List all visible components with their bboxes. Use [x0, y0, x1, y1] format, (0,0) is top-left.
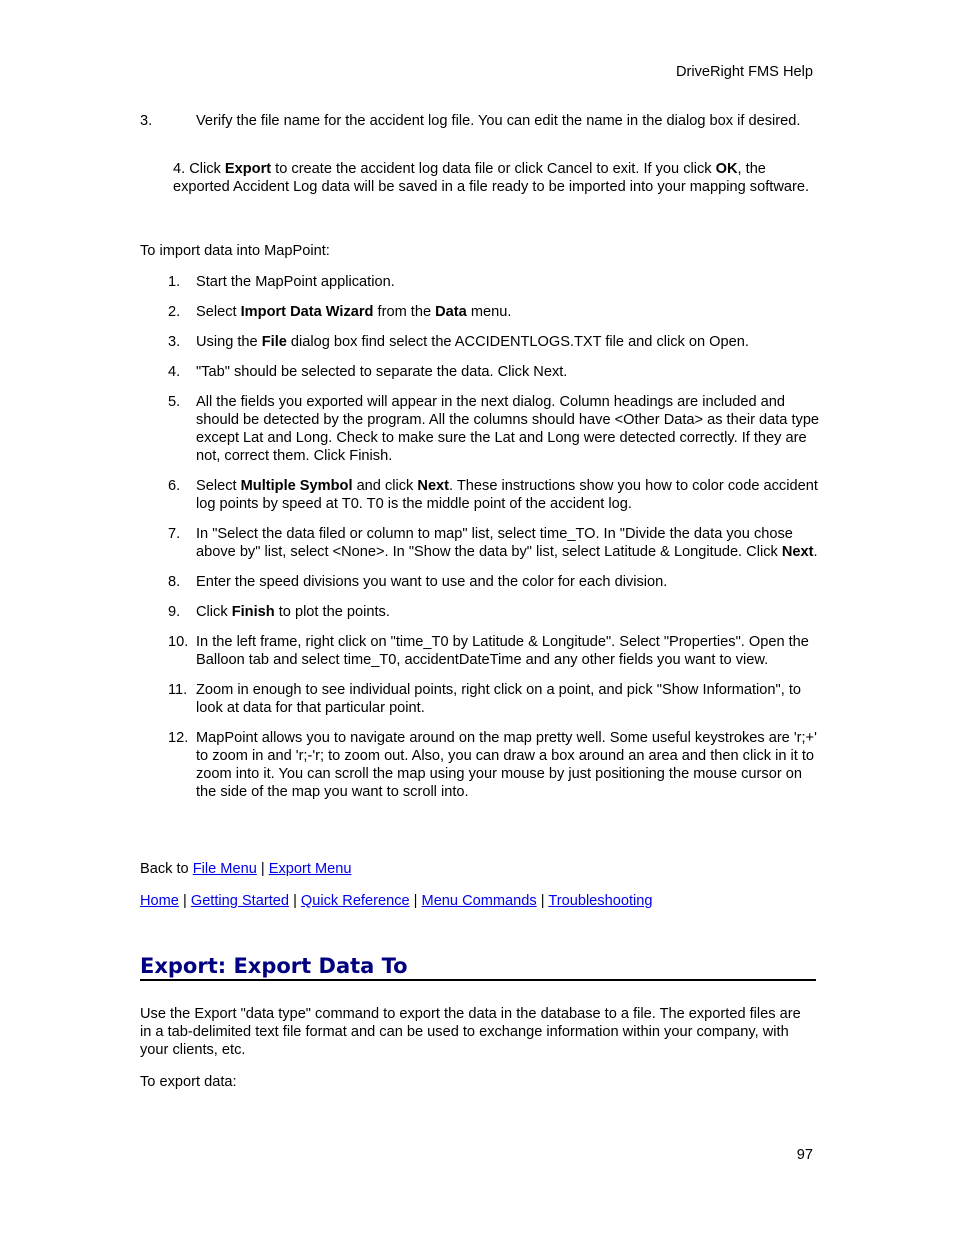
running-header: DriveRight FMS Help: [675, 64, 813, 80]
step-text: Select: [196, 478, 241, 494]
step-text: Select: [196, 304, 241, 320]
step-number: 1.: [168, 274, 181, 290]
import-step-item: [140, 525, 820, 561]
step-bold-term: Data: [435, 304, 467, 320]
menu-commands-link[interactable]: Menu Commands: [421, 893, 537, 909]
nav-separator: |: [178, 893, 191, 909]
import-step-item: [140, 603, 820, 621]
step-4-export-bold: Export: [224, 161, 272, 177]
import-steps-list: [140, 273, 820, 813]
step-number: 3.: [168, 334, 181, 350]
step-text: from the: [373, 304, 436, 320]
nav-separator: |: [536, 893, 549, 909]
step-text: . These instructions show you how to color code accident log points by speed at T0. T0 is the middle point of the accident log.: [196, 478, 818, 512]
import-step-item: [140, 477, 820, 513]
step-text: to plot the points.: [274, 604, 390, 620]
step-text: dialog box find select the ACCIDENTLOGS.TXT file and click on Open.: [286, 334, 749, 350]
step-number: 5.: [168, 394, 181, 410]
import-intro: To import data into MapPoint:: [140, 243, 330, 259]
step-text: menu.: [466, 304, 512, 320]
getting-started-link[interactable]: Getting Started: [190, 893, 290, 909]
step-text: Enter the speed divisions you want to use and the color for each division.: [196, 574, 668, 590]
section-heading: Export: Export Data To: [140, 953, 816, 981]
step-bold-term: Next: [781, 544, 814, 560]
step-number: 2.: [168, 304, 181, 320]
import-step-item: [140, 273, 820, 291]
step-text: Start the MapPoint application.: [196, 274, 395, 290]
back-to-line: [140, 860, 351, 878]
import-step-item: [140, 633, 820, 669]
nav-links-line: [140, 892, 652, 910]
step-number: 10.: [168, 634, 189, 650]
step-bold-term: File: [261, 334, 287, 350]
step-bold-term: Import Data Wizard: [240, 304, 374, 320]
step-number: 12.: [168, 730, 189, 746]
step-text: .: [813, 544, 818, 560]
step-text: All the fields you exported will appear in the next dialog. Column headings are included and should be detected by the program. All the columns should have <Other Data> as their data type except Lat and Long. Check to make sure the Lat and Long were detected correctly. If they are not, correct them. Click Finish.: [196, 394, 820, 464]
home-link[interactable]: Home: [140, 893, 179, 909]
step-4-suffix: , the exported Accident Log data will be saved in a file ready to be imported into your mapping software.: [173, 161, 810, 195]
export-menu-link[interactable]: Export Menu: [268, 861, 352, 877]
export-intro: To export data:: [140, 1074, 237, 1090]
import-step-item: [140, 393, 820, 465]
step-4-paragraph: [173, 160, 823, 196]
step-4-prefix: 4. Click: [173, 161, 225, 177]
import-step-item: [140, 333, 820, 351]
step-number: 4.: [168, 364, 181, 380]
nav-separator: |: [409, 893, 422, 909]
step-3-paragraph: [140, 112, 815, 130]
step-text: In the left frame, right click on "time_T0 by Latitude & Longitude". Select "Properties". Open the Balloon tab and select time_T0, accidentDateTime and any other fields you want to view.: [196, 634, 809, 668]
step-bold-term: Finish: [231, 604, 275, 620]
step-text: "Tab" should be selected to separate the data. Click Next.: [196, 364, 568, 380]
import-step-item: [140, 573, 820, 591]
nav-separator: |: [289, 893, 301, 909]
import-step-item: [140, 729, 820, 801]
step-text: In "Select the data filed or column to map" list, select time_TO. In "Divide the data you chose above by" list, select <None>. In "Show the data by" list, select Latitude & Longitude. Click: [196, 526, 793, 560]
step-number: 11.: [168, 682, 188, 698]
step-bold-term: Multiple Symbol: [240, 478, 353, 494]
step-text: Using the: [196, 334, 262, 350]
step-text: Zoom in enough to see individual points, right click on a point, and pick "Show Information", to look at data for that particular point.: [196, 682, 801, 716]
step-number: 7.: [168, 526, 181, 542]
page-number: 97: [796, 1147, 813, 1163]
step-bold-term: Next: [417, 478, 450, 494]
step-number: 8.: [168, 574, 181, 590]
section-description: Use the Export "data type" command to export the data in the database to a file. The exported files are in a tab-delimited text file format and can be used to exchange information within your company, with your clients, etc.: [140, 1006, 801, 1058]
step-number: 9.: [168, 604, 181, 620]
back-to-separator: |: [256, 861, 269, 877]
troubleshooting-link[interactable]: Troubleshooting: [548, 893, 653, 909]
step-3-number: 3.: [140, 113, 153, 129]
step-3-text: Verify the file name for the accident log file. You can edit the name in the dialog box if desired.: [196, 113, 801, 129]
step-4-mid: to create the accident log data file or click Cancel to exit. If you click: [271, 161, 716, 177]
step-4-ok-bold: OK: [715, 161, 738, 177]
import-step-item: [140, 303, 820, 321]
step-number: 6.: [168, 478, 181, 494]
quick-reference-link[interactable]: Quick Reference: [300, 893, 410, 909]
step-text: and click: [352, 478, 418, 494]
step-text: Click: [196, 604, 232, 620]
file-menu-link[interactable]: File Menu: [192, 861, 257, 877]
import-step-item: [140, 363, 820, 381]
step-text: MapPoint allows you to navigate around on the map pretty well. Some useful keystrokes are 'r;+' to zoom in and 'r;-'r; to zoom out. Also, you can draw a box around an area and then click in it to zoom into it. You can scroll the map using your mouse by just positioning the mouse cursor on the side of the map you want to scroll into.: [196, 730, 817, 800]
import-step-item: [140, 681, 820, 717]
back-to-label: Back to: [140, 861, 193, 877]
